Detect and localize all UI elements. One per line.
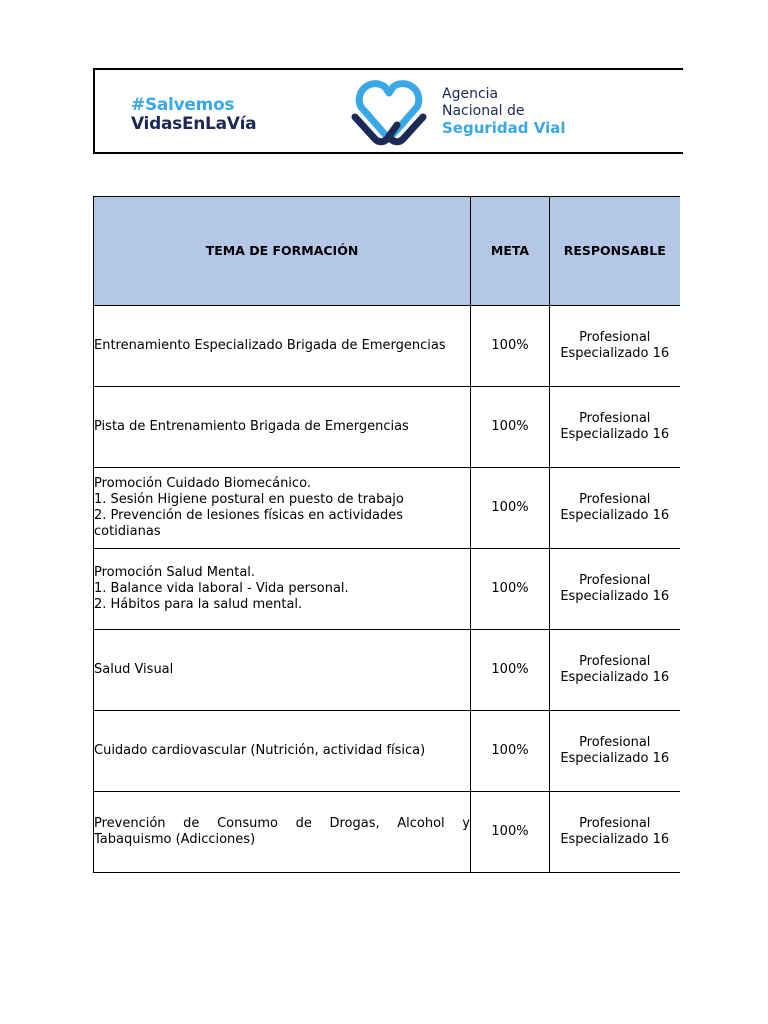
responsable-line: Profesional xyxy=(579,654,651,669)
campaign-hashtag xyxy=(131,96,256,134)
responsable-line: Profesional xyxy=(579,330,651,345)
agency-line-1: Agencia xyxy=(442,86,499,102)
tema-cell xyxy=(94,711,471,792)
tema-cell xyxy=(94,306,471,387)
hashtag-line-2: VidasEnLaVía xyxy=(131,114,257,134)
table-row xyxy=(94,468,680,549)
responsable-line: Especializado 16 xyxy=(560,832,670,847)
responsable-line: Profesional xyxy=(579,573,651,588)
responsable-cell xyxy=(550,387,680,468)
meta-cell: 100% xyxy=(471,468,550,549)
responsable-cell xyxy=(550,468,680,549)
responsable-line: Profesional xyxy=(579,735,651,750)
tema-line: 1. Balance vida laboral - Vida personal. xyxy=(94,581,349,596)
responsable-line: Profesional xyxy=(579,816,651,831)
meta-cell: 100% xyxy=(471,792,550,873)
responsable-line: Especializado 16 xyxy=(560,670,670,685)
responsable-cell xyxy=(550,630,680,711)
meta-cell: 100% xyxy=(471,630,550,711)
tema-line: Salud Visual xyxy=(94,662,174,677)
tema-line: 1. Sesión Higiene postural en puesto de trabajo xyxy=(94,492,404,507)
tema-line: Entrenamiento Especializado Brigada de Emergencias xyxy=(94,338,446,353)
document-header xyxy=(93,68,683,154)
tema-line: Pista de Entrenamiento Brigada de Emergencias xyxy=(94,419,409,434)
hashtag-line-1: #Salvemos xyxy=(131,95,235,115)
tema-cell xyxy=(94,549,471,630)
responsable-line: Especializado 16 xyxy=(560,751,670,766)
table-row xyxy=(94,630,680,711)
table-row xyxy=(94,711,680,792)
responsable-line: Especializado 16 xyxy=(560,589,670,604)
header-meta: META xyxy=(471,197,550,306)
agency-name xyxy=(442,86,566,137)
header-responsable: RESPONSABLE xyxy=(550,197,680,306)
responsable-line: Profesional xyxy=(579,411,651,426)
responsable-cell xyxy=(550,711,680,792)
responsable-line: Especializado 16 xyxy=(560,346,670,361)
meta-cell: 100% xyxy=(471,549,550,630)
tema-line: Promoción Salud Mental. xyxy=(94,565,256,580)
responsable-cell xyxy=(550,306,680,387)
tema-line: Promoción Cuidado Biomecánico. xyxy=(94,476,311,491)
responsable-line: Especializado 16 xyxy=(560,427,670,442)
agency-logo-icon xyxy=(347,77,431,149)
header-tema: TEMA DE FORMACIÓN xyxy=(94,197,471,306)
responsable-cell xyxy=(550,549,680,630)
tema-line: Cuidado cardiovascular (Nutrición, actividad física) xyxy=(94,743,426,758)
agency-line-2: Nacional de xyxy=(442,103,525,119)
meta-cell: 100% xyxy=(471,306,550,387)
tema-cell: Prevención de Consumo de Drogas, Alcohol y Tabaquismo (Adicciones) xyxy=(94,792,471,873)
tema-cell xyxy=(94,468,471,549)
tema-line: 2. Prevención de lesiones físicas en actividades cotidianas xyxy=(94,508,404,539)
table-header-row xyxy=(94,197,680,306)
tema-line: 2. Hábitos para la salud mental. xyxy=(94,597,303,612)
table-row xyxy=(94,306,680,387)
table-row xyxy=(94,387,680,468)
meta-cell: 100% xyxy=(471,711,550,792)
responsable-cell xyxy=(550,792,680,873)
tema-cell xyxy=(94,387,471,468)
table-row xyxy=(94,792,680,873)
training-plan-table xyxy=(93,196,680,873)
agency-line-3: Seguridad Vial xyxy=(442,119,566,137)
tema-cell xyxy=(94,630,471,711)
meta-cell: 100% xyxy=(471,387,550,468)
responsable-line: Profesional xyxy=(579,492,651,507)
table-row xyxy=(94,549,680,630)
responsable-line: Especializado 16 xyxy=(560,508,670,523)
